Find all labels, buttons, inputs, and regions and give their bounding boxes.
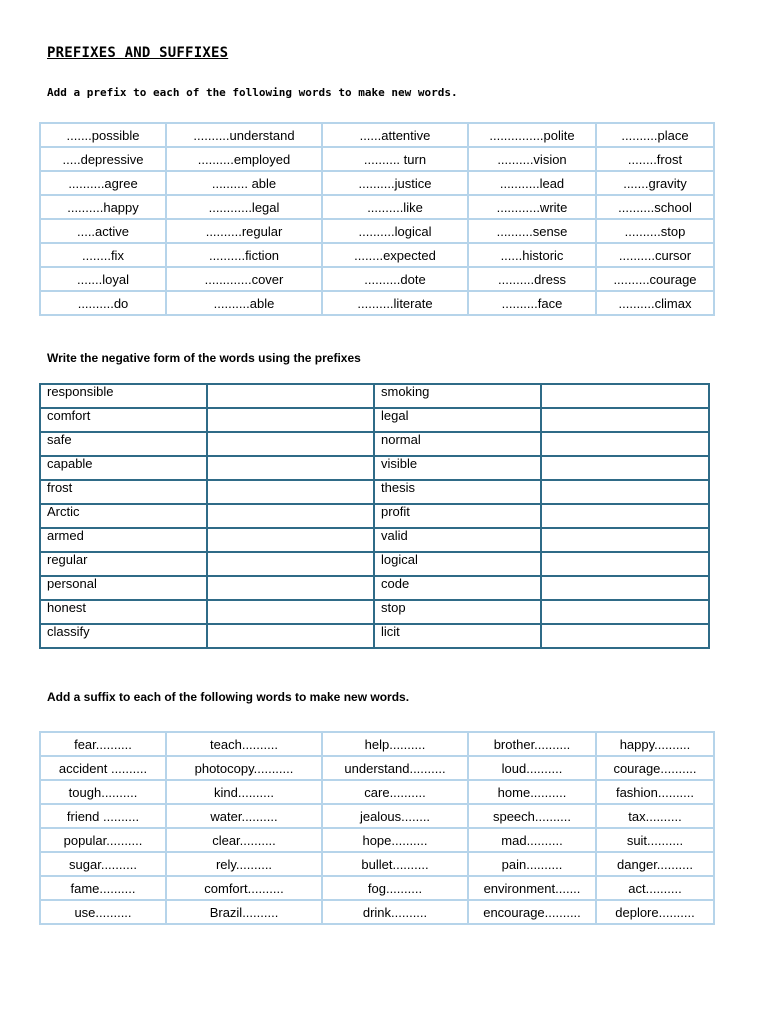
word-cell: safe: [40, 432, 207, 456]
word-cell: Brazil..........: [166, 900, 322, 924]
answer-cell[interactable]: [541, 528, 709, 552]
word-cell: ..........happy: [40, 195, 166, 219]
answer-cell[interactable]: [541, 480, 709, 504]
word-cell: speech..........: [468, 804, 596, 828]
table-row: [40, 195, 714, 219]
word-cell: code: [374, 576, 541, 600]
word-cell: fog..........: [322, 876, 468, 900]
word-cell: rely..........: [166, 852, 322, 876]
word-cell: deplore..........: [596, 900, 714, 924]
answer-cell[interactable]: [207, 504, 374, 528]
answer-cell[interactable]: [207, 528, 374, 552]
table-row: [40, 552, 709, 576]
word-cell: ..........agree: [40, 171, 166, 195]
table-row: [40, 600, 709, 624]
word-cell: thesis: [374, 480, 541, 504]
word-cell: ..........school: [596, 195, 714, 219]
word-cell: ..........like: [322, 195, 468, 219]
word-cell: ..........cursor: [596, 243, 714, 267]
word-cell: legal: [374, 408, 541, 432]
word-cell: environment.......: [468, 876, 596, 900]
answer-cell[interactable]: [207, 624, 374, 648]
word-cell: ..........literate: [322, 291, 468, 315]
word-cell: ..........justice: [322, 171, 468, 195]
word-cell: ..........do: [40, 291, 166, 315]
word-cell: armed: [40, 528, 207, 552]
table-row: [40, 291, 714, 315]
word-cell: ..........climax: [596, 291, 714, 315]
answer-cell[interactable]: [541, 432, 709, 456]
table-row: [40, 828, 714, 852]
word-cell: encourage..........: [468, 900, 596, 924]
word-cell: popular..........: [40, 828, 166, 852]
word-cell: .......... turn: [322, 147, 468, 171]
word-cell: teach..........: [166, 732, 322, 756]
word-cell: suit..........: [596, 828, 714, 852]
word-cell: ..........vision: [468, 147, 596, 171]
word-cell: ..........regular: [166, 219, 322, 243]
answer-cell[interactable]: [207, 408, 374, 432]
word-cell: danger..........: [596, 852, 714, 876]
answer-cell[interactable]: [541, 384, 709, 408]
word-cell: photocopy...........: [166, 756, 322, 780]
table-row: [40, 780, 714, 804]
word-cell: happy..........: [596, 732, 714, 756]
word-cell: ..........logical: [322, 219, 468, 243]
table-row: [40, 852, 714, 876]
word-cell: jealous........: [322, 804, 468, 828]
word-cell: fashion..........: [596, 780, 714, 804]
word-cell: clear..........: [166, 828, 322, 852]
word-cell: ...............polite: [468, 123, 596, 147]
table-row: [40, 576, 709, 600]
table-row: [40, 243, 714, 267]
word-cell: pain..........: [468, 852, 596, 876]
table-row: [40, 171, 714, 195]
word-cell: bullet..........: [322, 852, 468, 876]
word-cell: .......possible: [40, 123, 166, 147]
word-cell: ..........place: [596, 123, 714, 147]
word-cell: water..........: [166, 804, 322, 828]
word-cell: .......loyal: [40, 267, 166, 291]
word-cell: tax..........: [596, 804, 714, 828]
word-cell: smoking: [374, 384, 541, 408]
word-cell: regular: [40, 552, 207, 576]
word-cell: .....depressive: [40, 147, 166, 171]
table-row: [40, 123, 714, 147]
word-cell: fear..........: [40, 732, 166, 756]
word-cell: classify: [40, 624, 207, 648]
word-cell: ..........courage: [596, 267, 714, 291]
word-cell: loud..........: [468, 756, 596, 780]
word-cell: tough..........: [40, 780, 166, 804]
word-cell: ............write: [468, 195, 596, 219]
word-cell: ..........stop: [596, 219, 714, 243]
word-cell: hope..........: [322, 828, 468, 852]
word-cell: friend ..........: [40, 804, 166, 828]
word-cell: fame..........: [40, 876, 166, 900]
word-cell: frost: [40, 480, 207, 504]
table-row: [40, 456, 709, 480]
word-cell: honest: [40, 600, 207, 624]
word-cell: Arctic: [40, 504, 207, 528]
word-cell: ......historic: [468, 243, 596, 267]
answer-cell[interactable]: [541, 408, 709, 432]
prefix-instruction: Add a prefix to each of the following words to make new words.: [47, 86, 458, 99]
table-row: [40, 384, 709, 408]
table-row: [40, 528, 709, 552]
page-title: PREFIXES AND SUFFIXES: [47, 45, 229, 61]
answer-cell[interactable]: [541, 600, 709, 624]
word-cell: care..........: [322, 780, 468, 804]
word-cell: personal: [40, 576, 207, 600]
word-cell: ......attentive: [322, 123, 468, 147]
word-cell: accident ..........: [40, 756, 166, 780]
word-cell: home..........: [468, 780, 596, 804]
word-cell: use..........: [40, 900, 166, 924]
table-row: [40, 504, 709, 528]
word-cell: stop: [374, 600, 541, 624]
answer-cell[interactable]: [541, 624, 709, 648]
word-cell: brother..........: [468, 732, 596, 756]
word-cell: responsible: [40, 384, 207, 408]
table-row: [40, 267, 714, 291]
word-cell: .......... able: [166, 171, 322, 195]
answer-cell[interactable]: [207, 456, 374, 480]
word-cell: ..........able: [166, 291, 322, 315]
table-row: [40, 732, 714, 756]
word-cell: drink..........: [322, 900, 468, 924]
answer-cell[interactable]: [207, 384, 374, 408]
word-cell: ........fix: [40, 243, 166, 267]
suffix-instruction: Add a suffix to each of the following words to make new words.: [47, 690, 410, 704]
negative-form-table: [39, 383, 710, 649]
word-cell: comfort..........: [166, 876, 322, 900]
word-cell: profit: [374, 504, 541, 528]
word-cell: ..........employed: [166, 147, 322, 171]
answer-cell[interactable]: [207, 576, 374, 600]
word-cell: .............cover: [166, 267, 322, 291]
negative-instruction: Write the negative form of the words using the prefixes: [47, 351, 361, 365]
word-cell: mad..........: [468, 828, 596, 852]
table-row: [40, 432, 709, 456]
table-row: [40, 624, 709, 648]
word-cell: act..........: [596, 876, 714, 900]
word-cell: kind..........: [166, 780, 322, 804]
answer-cell[interactable]: [207, 600, 374, 624]
word-cell: ..........dote: [322, 267, 468, 291]
word-cell: ..........dress: [468, 267, 596, 291]
word-cell: visible: [374, 456, 541, 480]
table-row: [40, 219, 714, 243]
word-cell: .......gravity: [596, 171, 714, 195]
table-row: [40, 876, 714, 900]
table-row: [40, 480, 709, 504]
answer-cell[interactable]: [207, 432, 374, 456]
word-cell: ...........lead: [468, 171, 596, 195]
word-cell: ..........fiction: [166, 243, 322, 267]
word-cell: ..........understand: [166, 123, 322, 147]
suffix-table: [39, 731, 715, 925]
word-cell: logical: [374, 552, 541, 576]
table-row: [40, 756, 714, 780]
table-row: [40, 408, 709, 432]
word-cell: understand..........: [322, 756, 468, 780]
prefix-table: [39, 122, 715, 316]
word-cell: comfort: [40, 408, 207, 432]
answer-cell[interactable]: [207, 552, 374, 576]
answer-cell[interactable]: [541, 576, 709, 600]
word-cell: sugar..........: [40, 852, 166, 876]
word-cell: .....active: [40, 219, 166, 243]
word-cell: capable: [40, 456, 207, 480]
word-cell: courage..........: [596, 756, 714, 780]
answer-cell[interactable]: [541, 456, 709, 480]
word-cell: ........expected: [322, 243, 468, 267]
word-cell: ........frost: [596, 147, 714, 171]
word-cell: valid: [374, 528, 541, 552]
table-row: [40, 900, 714, 924]
word-cell: licit: [374, 624, 541, 648]
word-cell: ..........sense: [468, 219, 596, 243]
word-cell: help..........: [322, 732, 468, 756]
table-row: [40, 147, 714, 171]
answer-cell[interactable]: [541, 504, 709, 528]
table-row: [40, 804, 714, 828]
answer-cell[interactable]: [207, 480, 374, 504]
answer-cell[interactable]: [541, 552, 709, 576]
word-cell: ..........face: [468, 291, 596, 315]
word-cell: ............legal: [166, 195, 322, 219]
word-cell: normal: [374, 432, 541, 456]
